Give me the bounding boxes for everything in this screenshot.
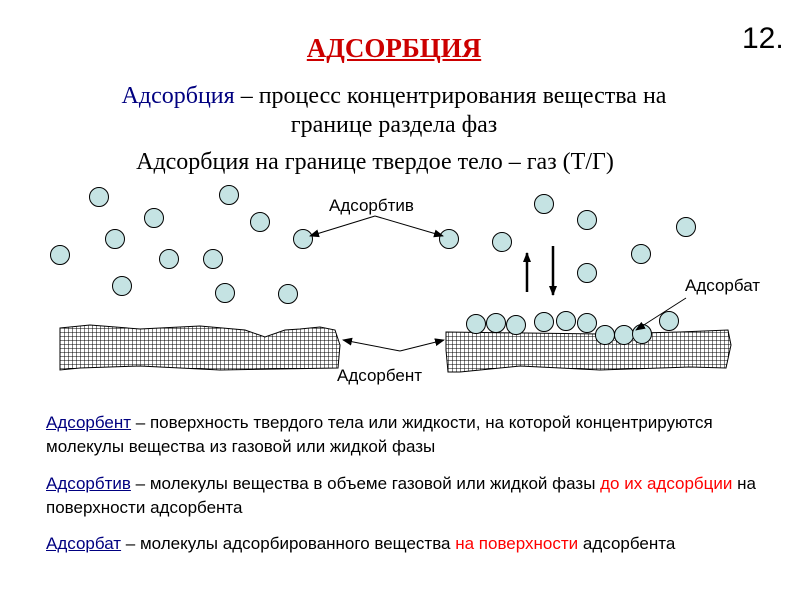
molecule: [113, 277, 132, 296]
molecule: [535, 313, 554, 332]
label-adsorbtiv: Адсорбтив: [329, 196, 414, 215]
definition-adsorbat: Адсорбат – молекулы адсорбированного вещества на поверхности адсорбента: [46, 534, 676, 553]
label-adsorbat: Адсорбат: [685, 276, 761, 295]
page-title: АДСОРБЦИЯ: [306, 33, 482, 63]
gas-molecules-right: [440, 195, 696, 283]
molecule: [632, 245, 651, 264]
definition-line-2: границе раздела фаз: [290, 112, 498, 138]
molecule: [578, 264, 597, 283]
molecule: [204, 250, 223, 269]
molecule: [106, 230, 125, 249]
molecule: [467, 315, 486, 334]
definition-adsorbent: Адсорбент – поверхность твердого тела или жидкости, на которой концентрируются молекулы вещества из газовой или жидкой фазы: [46, 413, 713, 456]
molecule: [535, 195, 554, 214]
pointer-line: [400, 340, 444, 351]
label-adsorbent: Адсорбент: [337, 366, 423, 385]
molecule: [493, 233, 512, 252]
definition-adsorbtiv: Адсорбтив – молекулы вещества в объеме газовой или жидкой фазы до их адсорбции на поверхности адсорбента: [46, 474, 756, 517]
molecule: [596, 326, 615, 345]
pointer-line: [343, 340, 400, 351]
term-adsorbat: Адсорбат: [46, 534, 122, 553]
molecule: [633, 325, 652, 344]
definition-line-1: [0, 83, 788, 110]
definition-text: – процесс концентрирования вещества на: [234, 83, 667, 109]
subtitle: Адсорбция на границе твердое тело – газ (Т/Г): [136, 149, 614, 175]
molecule: [279, 285, 298, 304]
molecule: [677, 218, 696, 237]
molecule: [51, 246, 70, 265]
molecule: [578, 211, 597, 230]
gas-molecules-left: [51, 186, 313, 304]
term-adsorbent: Адсорбент: [46, 413, 132, 432]
molecule: [615, 326, 634, 345]
adsorption-diagram: [0, 180, 800, 400]
pointer-line: [310, 216, 375, 236]
molecule: [90, 188, 109, 207]
slide-number: 12.: [742, 22, 784, 55]
molecule: [440, 230, 459, 249]
molecule: [507, 316, 526, 335]
adsorbent-slab-left: [60, 325, 340, 370]
molecule: [220, 186, 239, 205]
molecule: [294, 230, 313, 249]
molecule: [145, 209, 164, 228]
molecule: [251, 213, 270, 232]
molecule: [487, 314, 506, 333]
definition-term: Адсорбция: [121, 83, 235, 109]
molecule: [660, 312, 679, 331]
adsorbent-slab-right: [446, 330, 731, 372]
pointer-line: [375, 216, 443, 236]
molecule: [160, 250, 179, 269]
molecule: [216, 284, 235, 303]
molecule: [557, 312, 576, 331]
term-adsorbtiv: Адсорбтив: [46, 474, 131, 493]
molecule: [578, 314, 597, 333]
